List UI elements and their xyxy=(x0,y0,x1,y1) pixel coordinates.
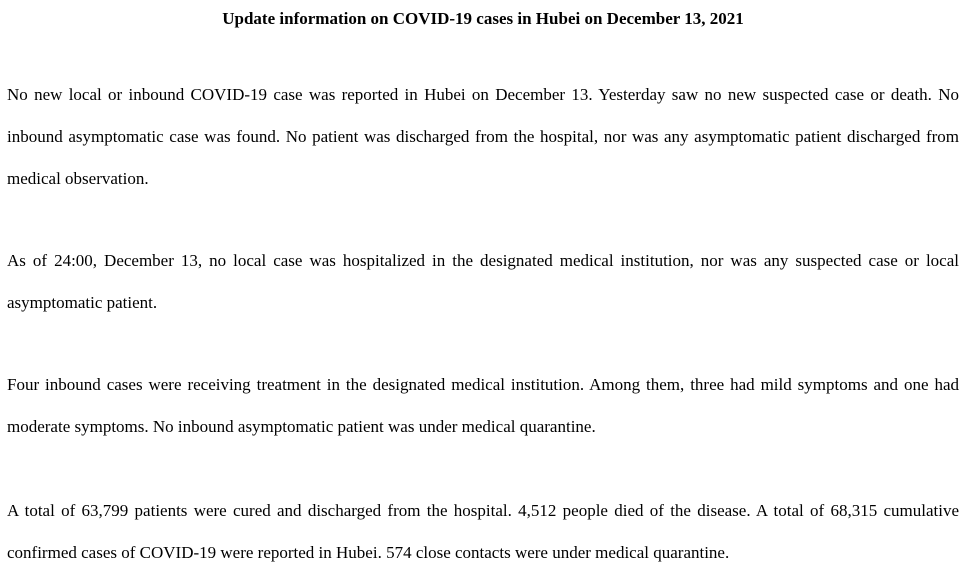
paragraph-hospitalization-status: As of 24:00, December 13, no local case was hospitalized in the designated medical institution, nor was any suspected case or local asymptomatic patient. xyxy=(7,251,959,312)
paragraph-daily-report: No new local or inbound COVID-19 case was reported in Hubei on December 13. Yesterday saw no new suspected case or death. No inbound asymptomatic case was found. No patient was discharged from the hospital, nor was any asymptomatic patient discharged from medical observation. xyxy=(7,85,959,188)
document-title: Update information on COVID-19 cases in Hubei on December 13, 2021 xyxy=(222,9,744,28)
paragraph-cumulative-totals: A total of 63,799 patients were cured and discharged from the hospital. 4,512 people died of the disease. A total of 68,315 cumulative confirmed cases of COVID-19 were reported in Hubei. 574 close contacts were under medical quarantine. xyxy=(7,501,959,562)
paragraph-inbound-treatment: Four inbound cases were receiving treatment in the designated medical institution. Among them, three had mild symptoms and one had moderate symptoms. No inbound asymptomatic patient was under medical quarantine. xyxy=(7,375,959,436)
